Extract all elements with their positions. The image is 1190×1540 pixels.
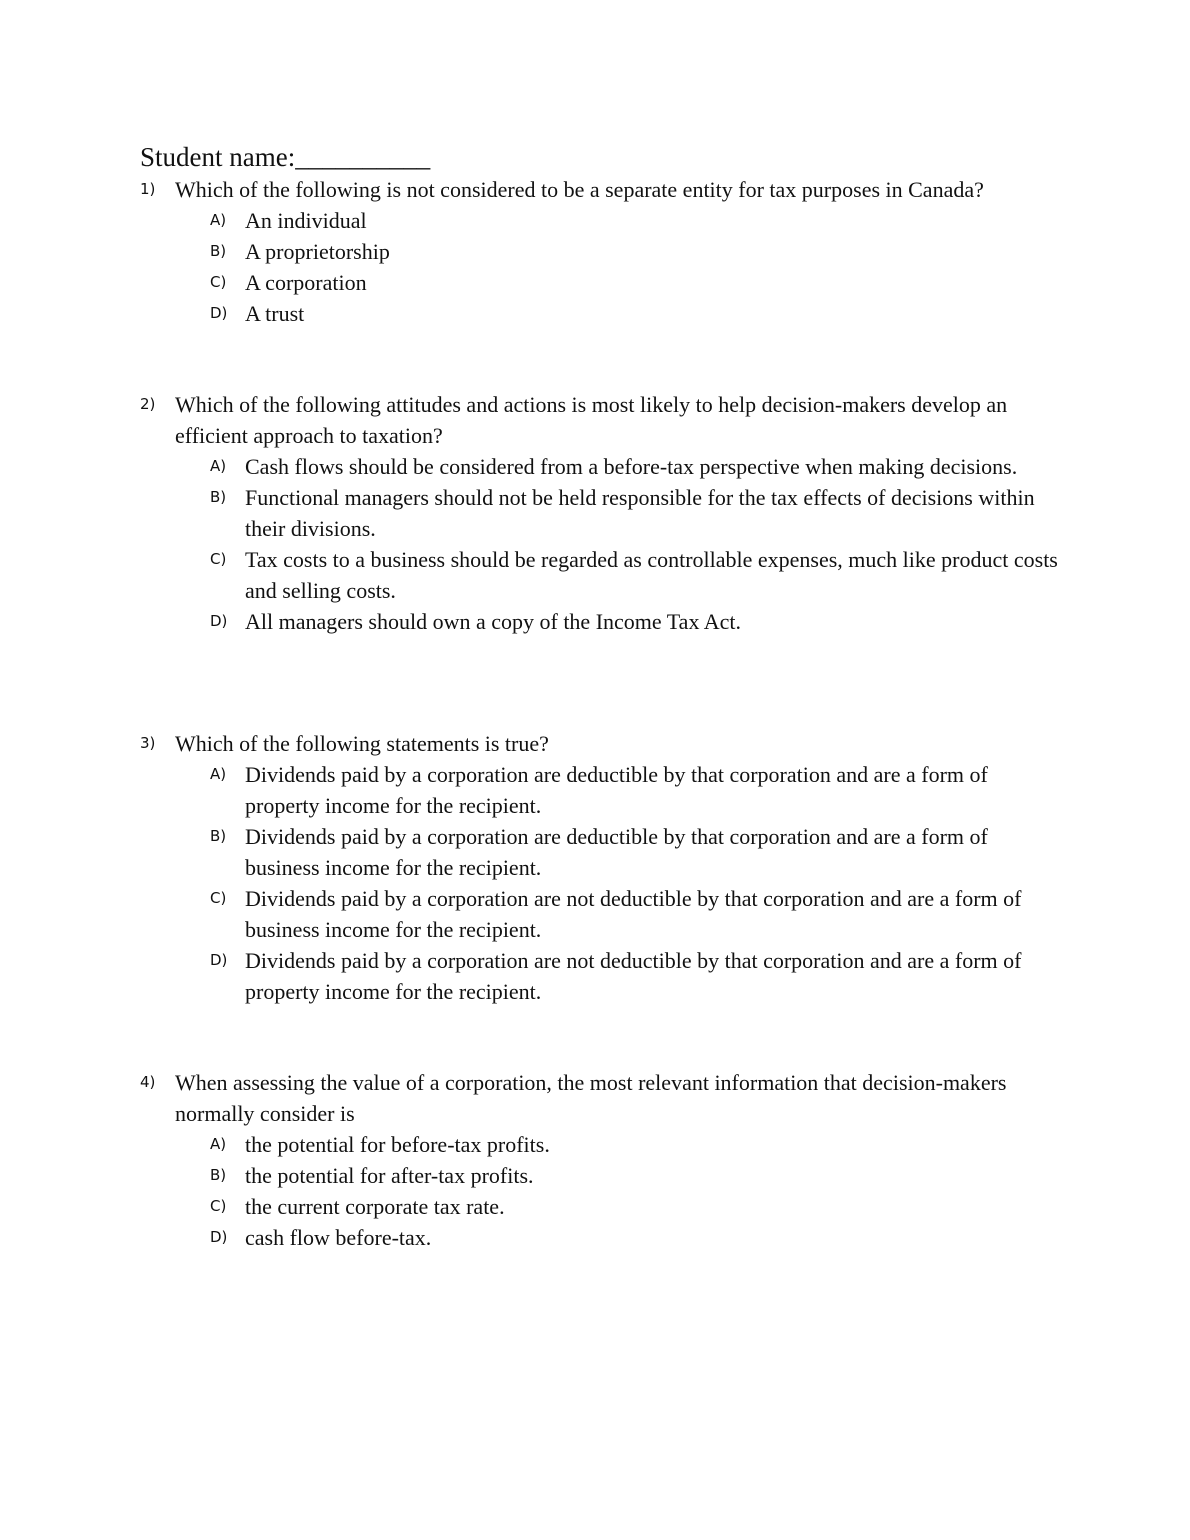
option-text: A trust bbox=[245, 301, 305, 326]
option-text: Cash flows should be considered from a before-tax perspective when making decisions. bbox=[245, 454, 1018, 479]
option-text: A proprietorship bbox=[245, 239, 390, 264]
question-4 bbox=[140, 1067, 1060, 1253]
option-text: the potential for after-tax profits. bbox=[245, 1163, 534, 1188]
answer-option bbox=[140, 883, 1060, 945]
option-text: Tax costs to a business should be regarded as controllable expenses, much like product costs and selling costs. bbox=[245, 547, 1058, 603]
answer-options bbox=[140, 759, 1060, 1007]
answer-option bbox=[140, 298, 1060, 329]
answer-option bbox=[140, 205, 1060, 236]
question-3 bbox=[140, 728, 1060, 1007]
option-letter: C) bbox=[210, 550, 227, 568]
option-letter: D) bbox=[210, 1228, 228, 1246]
option-text: An individual bbox=[245, 208, 367, 233]
option-letter: A) bbox=[210, 1135, 227, 1153]
question-stem bbox=[140, 174, 1060, 205]
question-1 bbox=[140, 174, 1060, 329]
answer-option bbox=[140, 759, 1060, 821]
option-letter: A) bbox=[210, 211, 227, 229]
answer-option bbox=[140, 482, 1060, 544]
option-letter: D) bbox=[210, 951, 228, 969]
answer-option bbox=[140, 544, 1060, 606]
question-number: 4) bbox=[140, 1073, 156, 1091]
option-letter: B) bbox=[210, 488, 227, 506]
answer-options bbox=[140, 205, 1060, 329]
answer-option bbox=[140, 606, 1060, 637]
option-letter: A) bbox=[210, 457, 227, 475]
option-text: Dividends paid by a corporation are deductible by that corporation and are a form of property income for the recipient. bbox=[245, 762, 988, 818]
answer-option bbox=[140, 945, 1060, 1007]
question-text: Which of the following statements is true? bbox=[175, 731, 549, 756]
question-text: When assessing the value of a corporation, the most relevant information that decision-makers normally consider is bbox=[175, 1070, 1007, 1126]
option-text: Dividends paid by a corporation are not deductible by that corporation and are a form of business income for the recipient. bbox=[245, 886, 1022, 942]
option-letter: D) bbox=[210, 612, 228, 630]
option-letter: C) bbox=[210, 1197, 227, 1215]
answer-option bbox=[140, 1160, 1060, 1191]
question-stem bbox=[140, 1067, 1060, 1129]
answer-option bbox=[140, 821, 1060, 883]
question-number: 3) bbox=[140, 734, 156, 752]
answer-option bbox=[140, 1191, 1060, 1222]
option-text: cash flow before-tax. bbox=[245, 1225, 432, 1250]
answer-option bbox=[140, 451, 1060, 482]
option-text: Dividends paid by a corporation are not deductible by that corporation and are a form of property income for the recipient. bbox=[245, 948, 1022, 1004]
answer-option bbox=[140, 1222, 1060, 1253]
option-text: All managers should own a copy of the Income Tax Act. bbox=[245, 609, 741, 634]
option-letter: D) bbox=[210, 304, 228, 322]
question-stem bbox=[140, 728, 1060, 759]
option-letter: A) bbox=[210, 765, 227, 783]
answer-options bbox=[140, 1129, 1060, 1253]
option-text: Dividends paid by a corporation are deductible by that corporation and are a form of business income for the recipient. bbox=[245, 824, 988, 880]
option-letter: C) bbox=[210, 889, 227, 907]
answer-option bbox=[140, 236, 1060, 267]
option-text: A corporation bbox=[245, 270, 367, 295]
option-text: the potential for before-tax profits. bbox=[245, 1132, 550, 1157]
answer-option bbox=[140, 1129, 1060, 1160]
question-number: 2) bbox=[140, 395, 156, 413]
question-stem bbox=[140, 389, 1060, 451]
option-letter: B) bbox=[210, 1166, 227, 1184]
option-text: Functional managers should not be held responsible for the tax effects of decisions within their divisions. bbox=[245, 485, 1035, 541]
answer-options bbox=[140, 451, 1060, 637]
question-2 bbox=[140, 389, 1060, 637]
option-letter: C) bbox=[210, 273, 227, 291]
question-text: Which of the following is not considered to be a separate entity for tax purposes in Canada? bbox=[175, 177, 984, 202]
question-text: Which of the following attitudes and actions is most likely to help decision-makers develop an efficient approach to taxation? bbox=[175, 392, 1008, 448]
student-name-label: Student name:__________ bbox=[140, 142, 431, 172]
option-text: the current corporate tax rate. bbox=[245, 1194, 505, 1219]
question-number: 1) bbox=[140, 180, 156, 198]
option-letter: B) bbox=[210, 242, 227, 260]
option-letter: B) bbox=[210, 827, 227, 845]
answer-option bbox=[140, 267, 1060, 298]
